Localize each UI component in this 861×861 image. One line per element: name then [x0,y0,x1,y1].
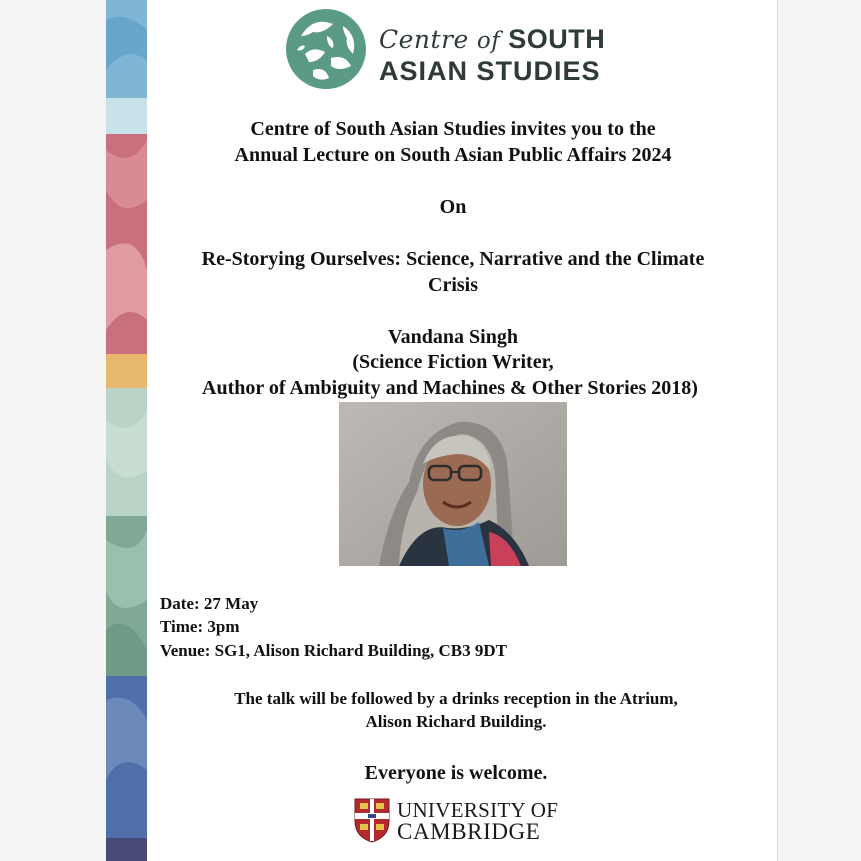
viewer-left-margin [0,0,106,861]
cambridge-text-line1: UNIVERSITY OF [397,798,559,822]
decorative-color-stripe [106,0,147,861]
speaker-role-line2: Author of Ambiguity and Machines & Other Stories 2018) [202,377,698,399]
university-of-cambridge-logo [353,797,563,847]
invite-line2: Annual Lecture on South Asian Public Affairs 2024 [234,144,672,166]
event-time: Time: 3pm [160,617,240,636]
logo-text-line2: ASIAN STUDIES [379,56,601,86]
logo-word-centre: Centre [379,25,469,54]
lecture-title-line1: Re-Storying Ourselves: Science, Narrative and the Climate [201,248,705,270]
speaker-role-line1: (Science Fiction Writer, [352,351,554,373]
welcome-message: Everyone is welcome. [364,762,548,784]
event-date: Date: 27 May [160,594,259,613]
reception-line1: The talk will be followed by a drinks reception in the Atrium, [234,689,678,708]
viewer-right-margin [777,0,861,861]
event-venue: Venue: SG1, Alison Richard Building, CB3 9DT [160,641,508,660]
speaker-name: Vandana Singh [388,326,518,348]
reception-line2: Alison Richard Building. [365,712,547,731]
invite-line1: Centre of South Asian Studies invites you to the [250,118,656,140]
centre-logo-emblem-icon [283,6,369,92]
logo-text-line1 [379,24,605,55]
lecture-title-line2: Crisis [428,274,478,296]
logo-word-south: SOUTH [508,24,606,54]
logo-word-of: of [476,28,501,54]
cambridge-text-line2: CAMBRIDGE [397,819,541,844]
speaker-photo [339,402,567,566]
cambridge-shield-icon [353,797,391,843]
on-label: On [439,196,467,218]
centre-south-asian-studies-logo [283,6,619,98]
